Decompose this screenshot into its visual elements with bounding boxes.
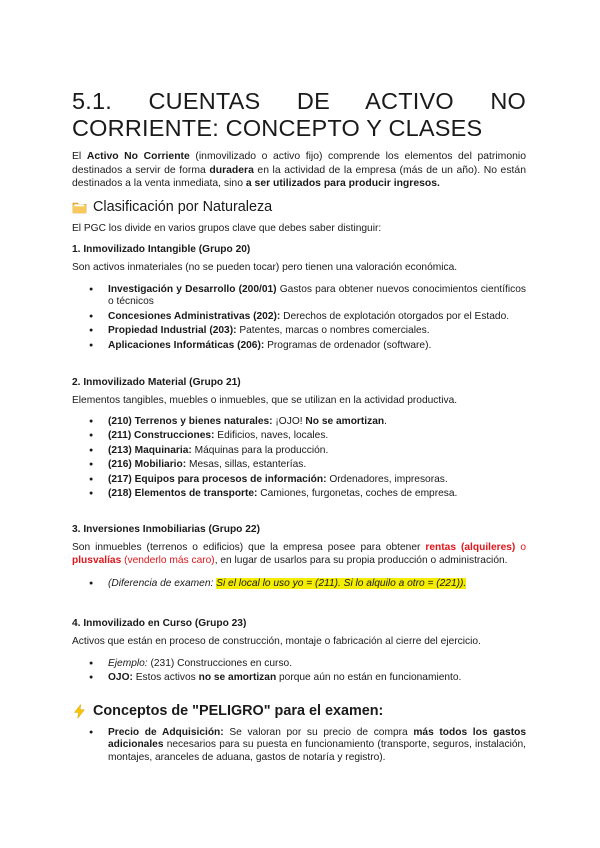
section-heading-classification (72, 197, 526, 217)
item-text: Máquinas para la producción. (191, 444, 329, 456)
ojo-bold: no se amortizan (198, 672, 277, 683)
group22-description (72, 541, 526, 568)
group23-list (72, 658, 526, 685)
intro-text: en la actividad de la empresa (más de un año). No están destinados a la venta inmediata, sino (72, 164, 526, 189)
example-text: (231) Construcciones en curso. (147, 657, 293, 669)
item-text: necesarios para su puesta en funcionamiento (transporte, seguros, instalación, montajes, aranceles de aduana, gastos de notaría y registro). (108, 739, 526, 763)
desc-text: Son inmuebles (terrenos o edificios) que la empresa posee para obtener (72, 541, 426, 553)
list-item (72, 488, 526, 501)
desc-red: (venderlo más caro) (121, 555, 215, 566)
group23-heading: 4. Inmovilizado en Curso (Grupo 23) (72, 618, 247, 629)
list-item (72, 727, 526, 765)
group21-heading: 2. Inmovilizado Material (Grupo 21) (72, 377, 241, 388)
document-page (72, 88, 526, 766)
list-item (72, 340, 526, 353)
item-label: (216) Mobiliario: (108, 459, 187, 470)
item-label: Propiedad Industrial (203): (108, 325, 237, 336)
item-text: ¡OJO! (272, 415, 306, 427)
list-item (72, 658, 526, 671)
section-intro-text: El PGC los divide en varios grupos clave que debes saber distinguir: (72, 222, 382, 234)
desc-red: o (515, 541, 527, 553)
page-title-line2: CORRIENTE: CONCEPTO Y CLASES (72, 115, 483, 141)
list-item (72, 445, 526, 458)
item-text: Camiones, furgonetas, coches de empresa. (257, 488, 458, 499)
list-item (72, 578, 526, 591)
group21-description: Elementos tangibles, muebles o inmuebles, que se utilizan en la actividad productiva. (72, 395, 458, 406)
section-heading-text: Conceptos de "PELIGRO" para el examen: (93, 702, 384, 719)
ojo-text: porque aún no están en funcionamiento. (276, 672, 462, 683)
intro-bold: a ser utilizados para producir ingresos. (245, 178, 440, 189)
group22-list (72, 578, 526, 591)
item-bold: más todos los gastos adicionales (108, 726, 526, 750)
item-text: Se valoran por su precio de compra (223, 726, 414, 738)
item-label: (210) Terrenos y bienes naturales: (108, 415, 273, 427)
group22-heading: 3. Inversiones Inmobiliarias (Grupo 22) (72, 523, 260, 535)
item-label: Investigación y Desarrollo (200/01) (108, 283, 277, 295)
desc-text: , en lugar de usarlos para su propia producción o administración. (214, 555, 508, 566)
page-title-line1: 5.1. CUENTAS DE ACTIVO NO (72, 88, 526, 114)
item-label: (211) Construcciones: (108, 430, 215, 441)
note-prefix: (Diferencia de examen: (108, 577, 217, 589)
list-item (72, 672, 526, 685)
item-label: (218) Elementos de transporte: (108, 488, 258, 499)
item-label: Concesiones Administrativas (202): (108, 310, 281, 322)
desc-red-bold: rentas (alquileres) (425, 541, 516, 553)
list-item (72, 311, 526, 324)
folder-icon (72, 200, 87, 213)
intro-paragraph (72, 150, 526, 191)
group21-list (72, 416, 526, 501)
danger-list (72, 727, 526, 765)
list-item (72, 284, 526, 309)
item-label: (217) Equipos para procesos de información: (108, 473, 327, 485)
ojo-label: OJO: (108, 672, 133, 683)
group20-description: Son activos inmateriales (no se pueden tocar) pero tienen una valoración económica. (72, 262, 458, 273)
item-text: Patentes, marcas o nombres comerciales. (236, 325, 430, 336)
intro-bold: Activo No Corriente (86, 151, 190, 162)
group20-list (72, 284, 526, 353)
group20-heading: 1. Inmovilizado Intangible (Grupo 20) (72, 244, 251, 255)
list-item (72, 325, 526, 338)
page-title (72, 88, 526, 142)
list-item (72, 430, 526, 443)
list-item (72, 459, 526, 472)
item-text: Edificios, naves, locales. (214, 430, 329, 441)
item-text: Programas de ordenador (software). (264, 339, 432, 351)
item-label: Aplicaciones Informáticas (206): (108, 339, 265, 351)
ojo-text: Estos activos (132, 672, 199, 683)
item-text: Mesas, sillas, estanterías. (186, 459, 307, 470)
intro-bold: duradera (209, 164, 254, 176)
example-label: Ejemplo: (108, 657, 148, 669)
list-item (72, 474, 526, 487)
item-label: Precio de Adquisición: (108, 726, 224, 738)
item-text: . (384, 415, 387, 427)
note-highlight: Si el local lo uso yo = (211). Si lo alquilo a otro = (221)). (216, 577, 467, 589)
desc-red-bold: plusvalías (72, 555, 122, 566)
item-text: Ordenadores, impresoras. (326, 473, 448, 485)
group23-description: Activos que están en proceso de construcción, montaje o fabricación al cierre del ejercicio. (72, 636, 481, 647)
list-item (72, 416, 526, 429)
item-text: Gastos para obtener nuevos conocimientos científicos o técnicos (108, 283, 526, 307)
section-heading-danger (72, 701, 526, 721)
intro-text: (inmovilizado o activo fijo) comprende los elementos del patrimonio destinados a servir de forma (72, 151, 526, 176)
item-emphasis: No se amortizan (305, 415, 385, 427)
intro-text: El (72, 151, 87, 162)
section-heading-text: Clasificación por Naturaleza (93, 198, 273, 215)
item-text: Derechos de explotación otorgados por el Estado. (280, 310, 510, 322)
lightning-icon (72, 704, 87, 717)
item-label: (213) Maquinaria: (108, 444, 192, 456)
